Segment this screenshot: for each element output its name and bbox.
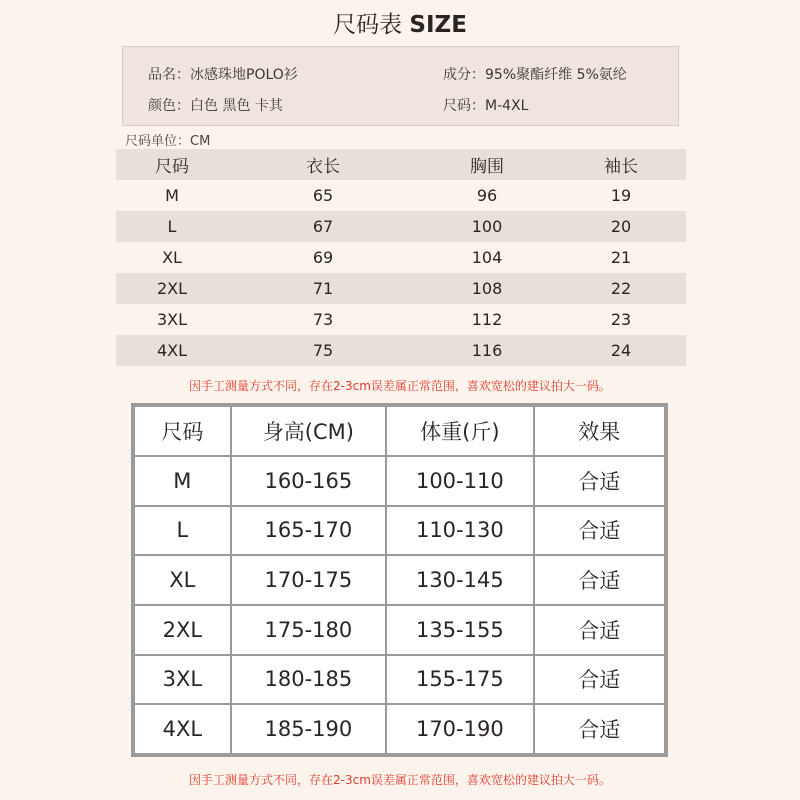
cell-chest: 100 — [471, 217, 503, 236]
cell-size: 3XL — [134, 655, 231, 705]
table-header-row — [116, 149, 686, 180]
cell-length: 71 — [312, 279, 334, 298]
cell-chest: 116 — [471, 341, 503, 360]
table-row — [116, 335, 686, 366]
page-title — [0, 6, 800, 39]
table-row — [116, 242, 686, 273]
cell-length: 69 — [312, 248, 334, 267]
height-weight-table — [131, 403, 668, 757]
header-length: 衣长 — [306, 157, 340, 177]
cell-size: XL — [162, 248, 182, 267]
cell-length: 73 — [312, 310, 334, 329]
table-row — [134, 506, 665, 556]
cell-height: 175-180 — [231, 605, 386, 655]
table-row — [116, 304, 686, 335]
cell-chest: 96 — [476, 186, 498, 205]
cell-chest: 112 — [471, 310, 503, 329]
cell-length: 75 — [312, 341, 334, 360]
cell-size: M — [134, 456, 231, 506]
product-name: 品名：冰感珠地POLO衫 — [148, 67, 298, 83]
product-composition: 成分：95%聚酯纤维 5%氨纶 — [443, 67, 627, 83]
cell-height: 180-185 — [231, 655, 386, 705]
cell-size: L — [134, 506, 231, 556]
measurement-note-top: 因手工测量方式不同，存在2-3cm误差属正常范围，喜欢宽松的建议拍大一码。 — [189, 379, 611, 393]
table-row — [116, 211, 686, 242]
cell-height: 185-190 — [231, 704, 386, 754]
cell-effect: 合适 — [534, 555, 665, 605]
table-row — [116, 273, 686, 304]
title-en: SIZE — [409, 12, 467, 38]
header-weight: 体重(斤) — [386, 406, 533, 456]
header-size: 尺码 — [134, 406, 231, 456]
cell-length: 67 — [312, 217, 334, 236]
cell-height: 160-165 — [231, 456, 386, 506]
cell-size: 4XL — [156, 341, 188, 360]
cell-effect: 合适 — [534, 456, 665, 506]
cell-size: M — [165, 186, 179, 205]
header-height: 身高(CM) — [231, 406, 386, 456]
header-size: 尺码 — [155, 157, 189, 177]
cell-weight: 100-110 — [386, 456, 533, 506]
cell-height: 165-170 — [231, 506, 386, 556]
garment-size-table — [116, 149, 686, 366]
cell-length: 65 — [312, 186, 334, 205]
table-row — [116, 180, 686, 211]
cell-effect: 合适 — [534, 506, 665, 556]
cell-sleeve: 24 — [610, 341, 632, 360]
cell-sleeve: 22 — [610, 279, 632, 298]
measurement-note-bottom: 因手工测量方式不同，存在2-3cm误差属正常范围，喜欢宽松的建议拍大一码。 — [189, 773, 611, 787]
cell-size: 3XL — [156, 310, 188, 329]
cell-weight: 155-175 — [386, 655, 533, 705]
cell-effect: 合适 — [534, 655, 665, 705]
cell-height: 170-175 — [231, 555, 386, 605]
unit-label: 尺码单位：CM — [125, 134, 211, 149]
table-row — [134, 605, 665, 655]
cell-size: 2XL — [134, 605, 231, 655]
product-size-range: 尺码：M-4XL — [443, 98, 529, 114]
table-row — [134, 655, 665, 705]
cell-size: XL — [134, 555, 231, 605]
header-sleeve: 袖长 — [604, 157, 638, 177]
product-colors: 颜色：白色 黑色 卡其 — [148, 98, 283, 114]
cell-weight: 170-190 — [386, 704, 533, 754]
cell-sleeve: 20 — [610, 217, 632, 236]
cell-sleeve: 19 — [610, 186, 632, 205]
table-row — [134, 456, 665, 506]
cell-effect: 合适 — [534, 605, 665, 655]
table-row — [134, 555, 665, 605]
cell-sleeve: 23 — [610, 310, 632, 329]
cell-weight: 130-145 — [386, 555, 533, 605]
cell-size: 4XL — [134, 704, 231, 754]
cell-chest: 104 — [471, 248, 503, 267]
table-header-row — [134, 406, 665, 456]
header-effect: 效果 — [534, 406, 665, 456]
header-chest: 胸围 — [470, 157, 504, 177]
table-row — [134, 704, 665, 754]
cell-size: L — [167, 217, 177, 236]
cell-effect: 合适 — [534, 704, 665, 754]
product-info-box — [122, 46, 679, 126]
cell-weight: 110-130 — [386, 506, 533, 556]
cell-size: 2XL — [156, 279, 188, 298]
title-cn: 尺码表 — [333, 12, 403, 38]
cell-sleeve: 21 — [610, 248, 632, 267]
cell-chest: 108 — [471, 279, 503, 298]
cell-weight: 135-155 — [386, 605, 533, 655]
